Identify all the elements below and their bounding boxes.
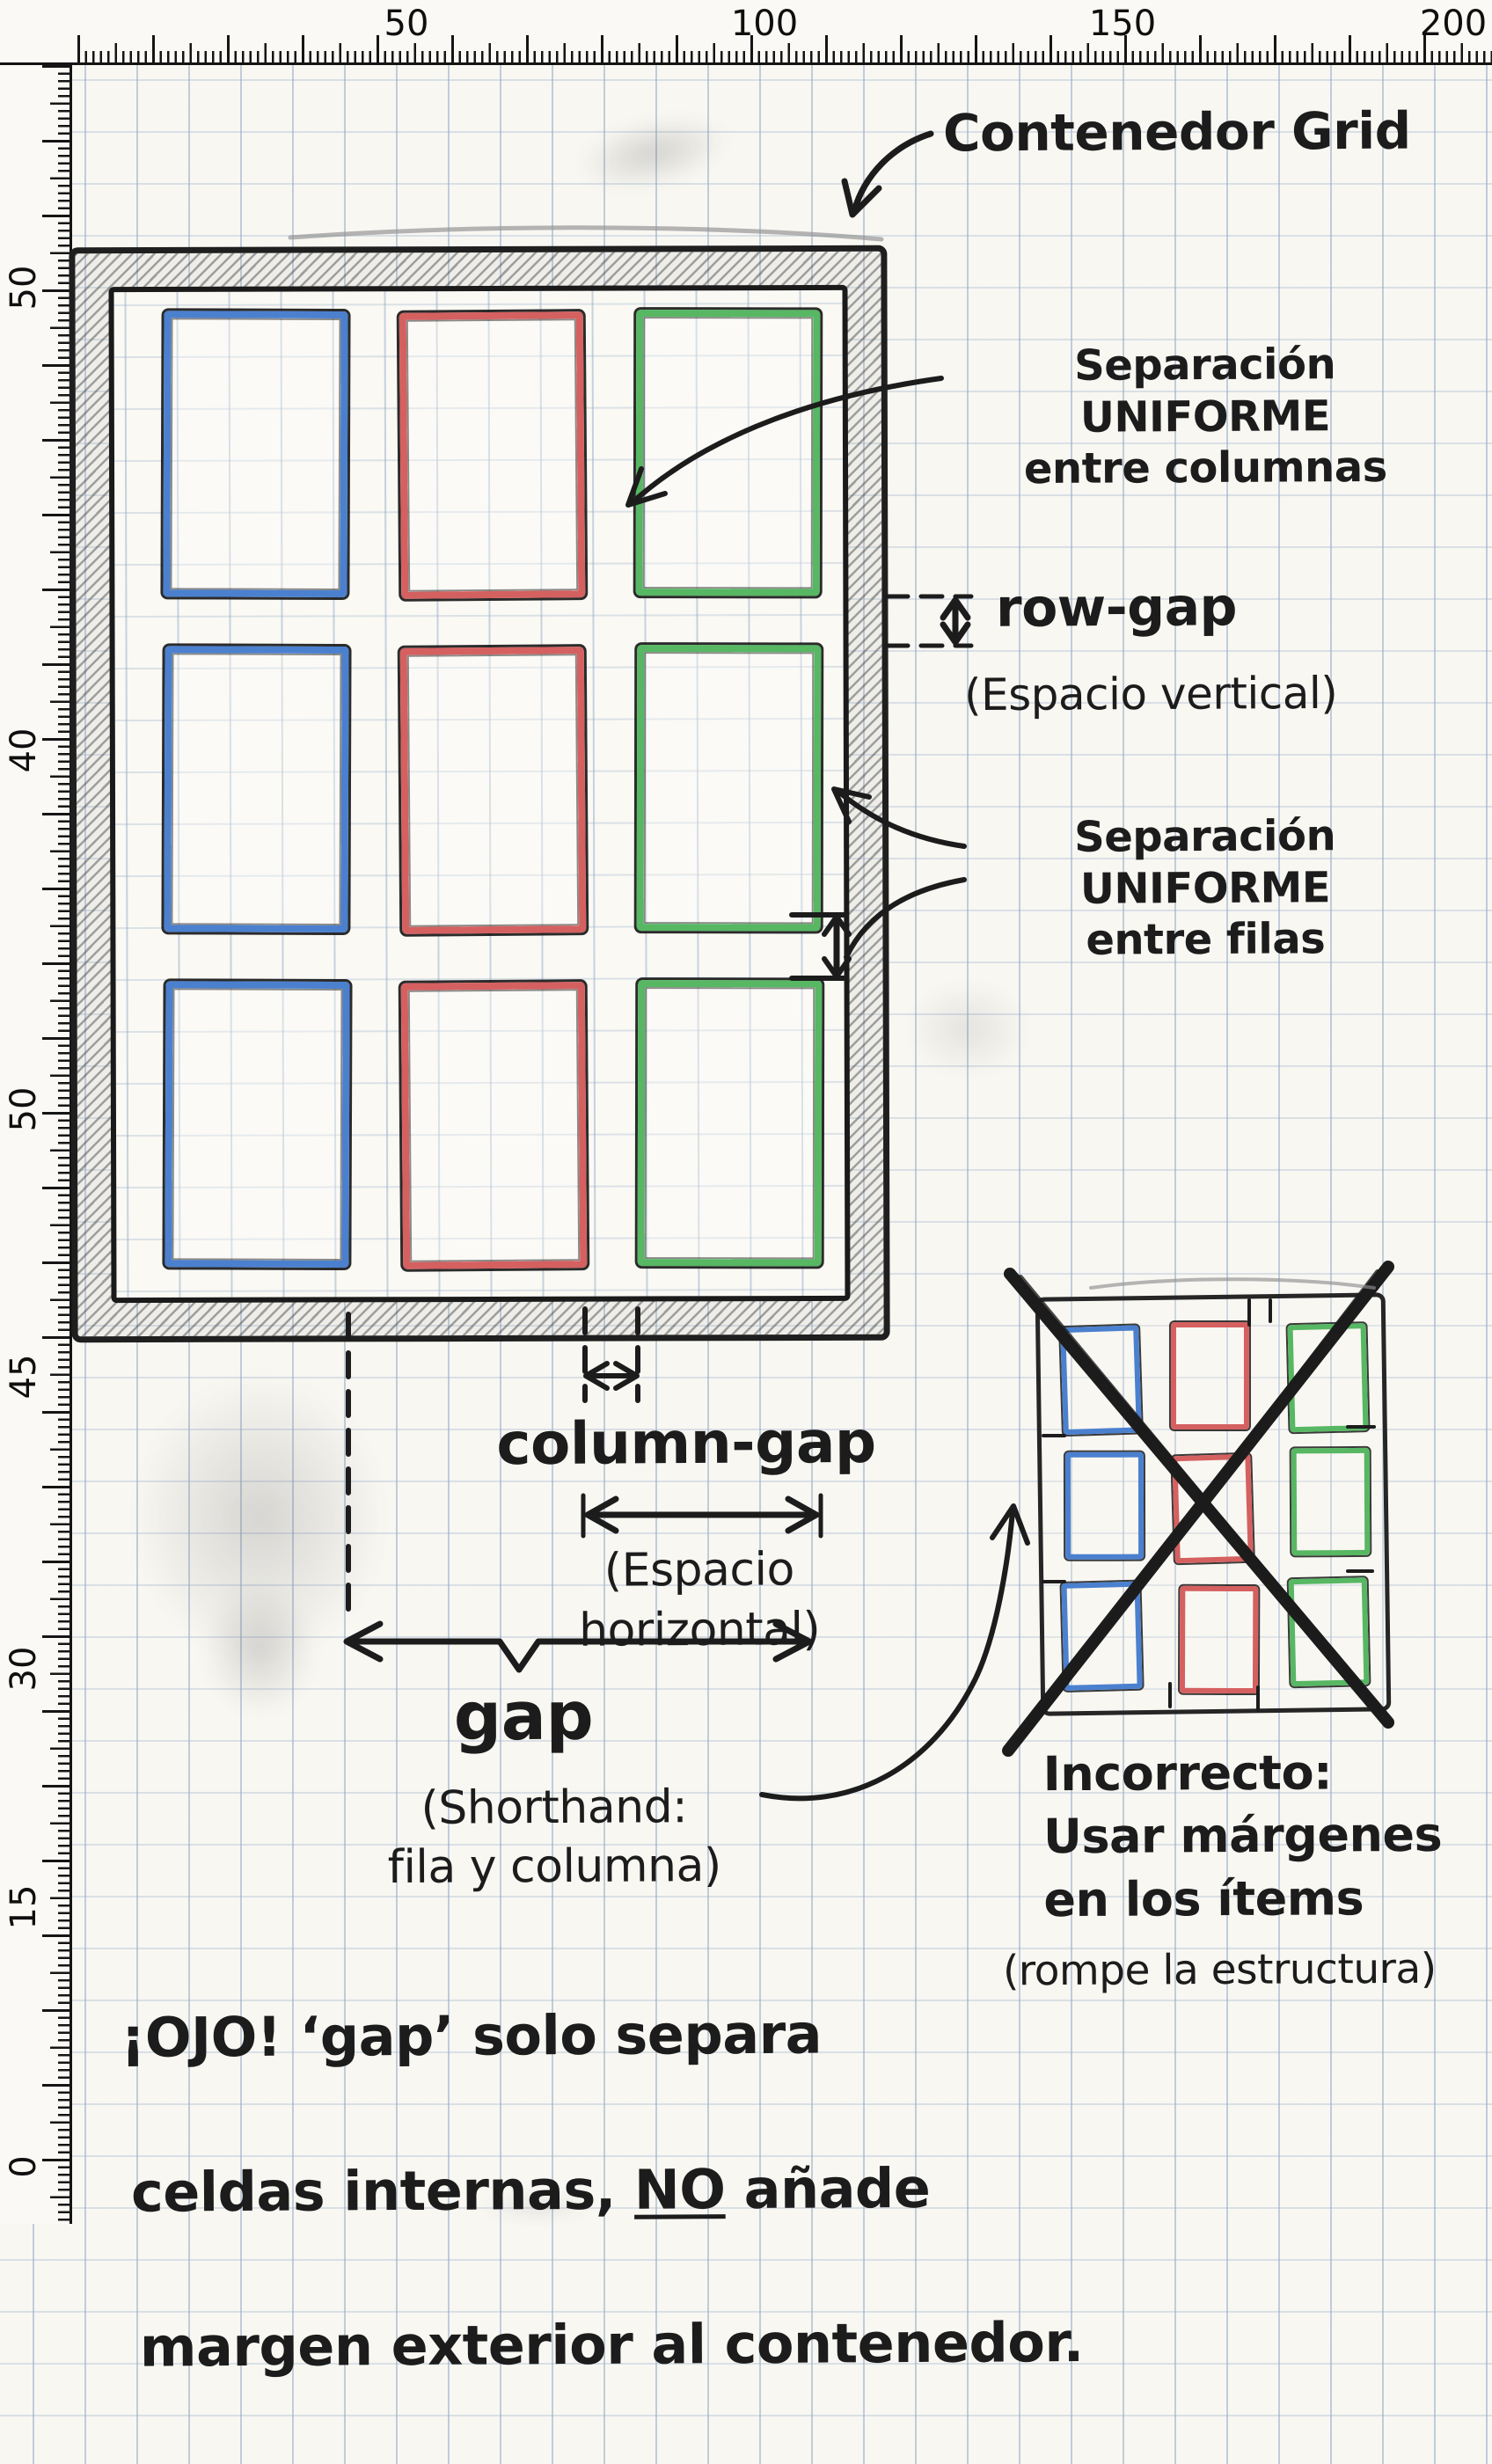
- row-gap-dashed-lines: [887, 596, 971, 646]
- note-ojo-line3: margen exterior al contenedor.: [139, 2310, 1084, 2380]
- ruler-label: 40: [4, 728, 44, 773]
- grid-item: [1060, 1325, 1142, 1435]
- label-row-gap: row-gap: [995, 576, 1238, 640]
- grid-item: [1173, 1454, 1254, 1564]
- ruler-label: 45: [4, 1354, 44, 1400]
- ruler-label: 50: [384, 4, 429, 44]
- column-gap-arrow: [583, 1495, 821, 1536]
- contenedor-arrow: [845, 134, 931, 215]
- grid-item: [1180, 1586, 1259, 1693]
- grid-item: [165, 981, 349, 1268]
- note-ojo: [79, 1917, 1084, 2464]
- ruler-label: 150: [1088, 4, 1157, 44]
- grid-container-inner: [108, 285, 850, 1303]
- smudge: [571, 104, 735, 203]
- ruler-label: 50: [4, 1086, 44, 1132]
- grid-item: [399, 311, 586, 599]
- grid-item: [1287, 1323, 1368, 1432]
- ruler-label: 0: [4, 2155, 44, 2178]
- grid-item: [401, 982, 588, 1269]
- underlined-no: NO: [633, 2157, 726, 2222]
- row-gap-arrow: [943, 600, 968, 642]
- grid-item: [163, 311, 347, 597]
- ruler-label: 50: [4, 265, 44, 311]
- grid-item: [400, 647, 587, 934]
- ruler-label: 200: [1419, 4, 1488, 44]
- grid-container-drawing: [69, 245, 889, 1342]
- label-shorthand: (Shorthand: fila y columna): [387, 1780, 721, 1894]
- ruler-label: 15: [4, 1884, 44, 1930]
- ruler-label: 100: [730, 4, 799, 44]
- note-ojo-line2: celdas internas, NO añade: [130, 2156, 931, 2225]
- label-column-gap: column-gap: [496, 1407, 876, 1479]
- grid-item: [1291, 1448, 1370, 1555]
- column-gap-small-arrow: [586, 1364, 637, 1388]
- label-separacion-columnas: Separación UNIFORME entre columnas: [1023, 340, 1387, 494]
- label-gap: gap: [453, 1676, 594, 1756]
- ruler-label: 30: [4, 1646, 44, 1692]
- grid-item: [636, 645, 821, 931]
- grid-item: [1061, 1582, 1142, 1691]
- grid-item: [1171, 1322, 1249, 1429]
- label-rompe-estructura: (rompe la estructura): [1002, 1944, 1437, 1996]
- label-incorrecto: Incorrecto: Usar márgenes en los ítems: [1042, 1744, 1443, 1927]
- note-ojo-line1: ¡OJO! ‘gap’ solo separa: [120, 2001, 823, 2070]
- label-espacio-horizontal: (Espacio horizontal): [578, 1543, 821, 1657]
- grid-item: [635, 310, 820, 596]
- grid-item: [637, 980, 822, 1266]
- label-separacion-filas: Separación UNIFORME entre filas: [1074, 811, 1336, 965]
- grid-item: [1288, 1577, 1369, 1686]
- grid-item: [1065, 1452, 1145, 1560]
- label-contenedor-grid: Contenedor Grid: [942, 100, 1411, 164]
- smudge: [202, 1583, 317, 1715]
- left-ruler: [0, 65, 72, 2224]
- label-espacio-vertical: (Espacio vertical): [963, 667, 1338, 721]
- grid-cells: [114, 290, 845, 1298]
- smudge: [906, 981, 1029, 1078]
- grid-item: [164, 646, 348, 932]
- top-ruler: [0, 0, 1492, 65]
- incorrect-grid-drawing: [1035, 1292, 1392, 1716]
